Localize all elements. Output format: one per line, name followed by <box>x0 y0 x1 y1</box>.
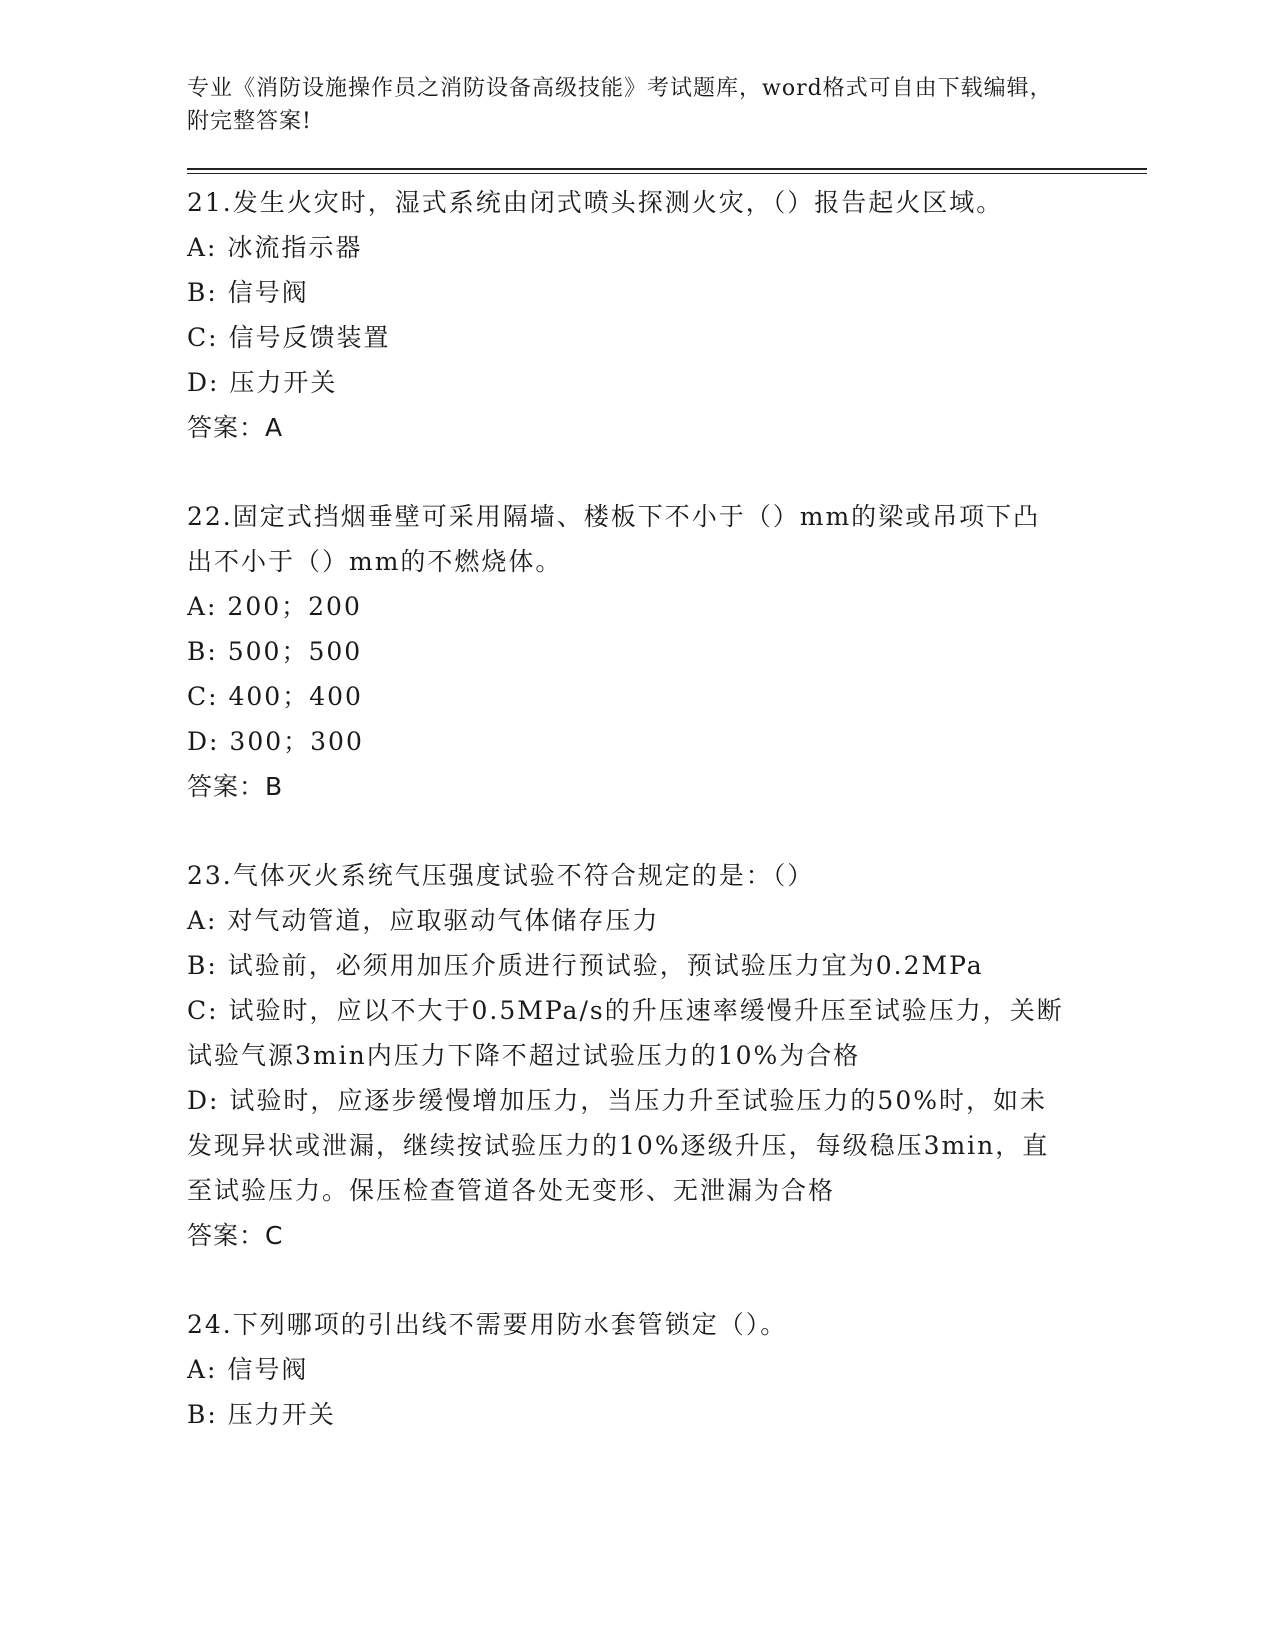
question-23 <box>187 853 1147 1258</box>
option-c: C: 试验时，应以不大于0.5MPa/s的升压速率缓慢升压至试验压力，关断试验气源3min内压力下降不超过试验压力的10%为合格 <box>187 996 1064 1070</box>
option-b: B: 试验前，必须用加压介质进行预试验，预试验压力宜为0.2MPa <box>187 951 984 980</box>
option-a: A: 对气动管道，应取驱动气体储存压力 <box>187 906 660 935</box>
question-stem: 23.气体灭火系统气压强度试验不符合规定的是：（） <box>187 861 815 890</box>
option-a: A: 冰流指示器 <box>187 233 363 262</box>
option-a: A: 200；200 <box>187 592 362 621</box>
header-divider <box>187 168 1147 174</box>
option-b: B: 信号阀 <box>187 278 309 307</box>
option-b: B: 500；500 <box>187 637 363 666</box>
option-c: C: 400；400 <box>187 682 363 711</box>
option-b: B: 压力开关 <box>187 1400 336 1429</box>
question-24 <box>187 1302 1147 1437</box>
document-header: 专业《消防设施操作员之消防设备高级技能》考试题库，word格式可自由下载编辑，附完整答案! <box>187 76 1053 134</box>
option-d: D: 试验时，应逐步缓慢增加压力，当压力升至试验压力的50%时，如未发现异状或泄漏，继续按试验压力的10%逐级升压，每级稳压3min，直至试验压力。保压检查管道各处无变形、无泄漏为合格 <box>187 1086 1050 1205</box>
question-22 <box>187 494 1147 809</box>
question-stem: 24.下列哪项的引出线不需要用防水套管锁定（）。 <box>187 1310 788 1339</box>
option-d: D: 300；300 <box>187 727 364 756</box>
question-stem: 22.固定式挡烟垂壁可采用隔墙、楼板下不小于（）mm的梁或吊项下凸出不小于（）mm的不燃烧体。 <box>187 502 1041 576</box>
option-d: D: 压力开关 <box>187 368 338 397</box>
question-21 <box>187 180 1147 450</box>
document-page <box>187 72 1147 1481</box>
question-list <box>187 180 1147 1437</box>
option-a: A: 信号阀 <box>187 1355 309 1384</box>
option-c: C: 信号反馈装置 <box>187 323 391 352</box>
answer-line: 答案：B <box>187 772 284 801</box>
question-stem: 21.发生火灾时，湿式系统由闭式喷头探测火灾，（）报告起火区域。 <box>187 188 1004 217</box>
answer-line: 答案：C <box>187 1221 284 1250</box>
answer-line: 答案：A <box>187 413 284 442</box>
